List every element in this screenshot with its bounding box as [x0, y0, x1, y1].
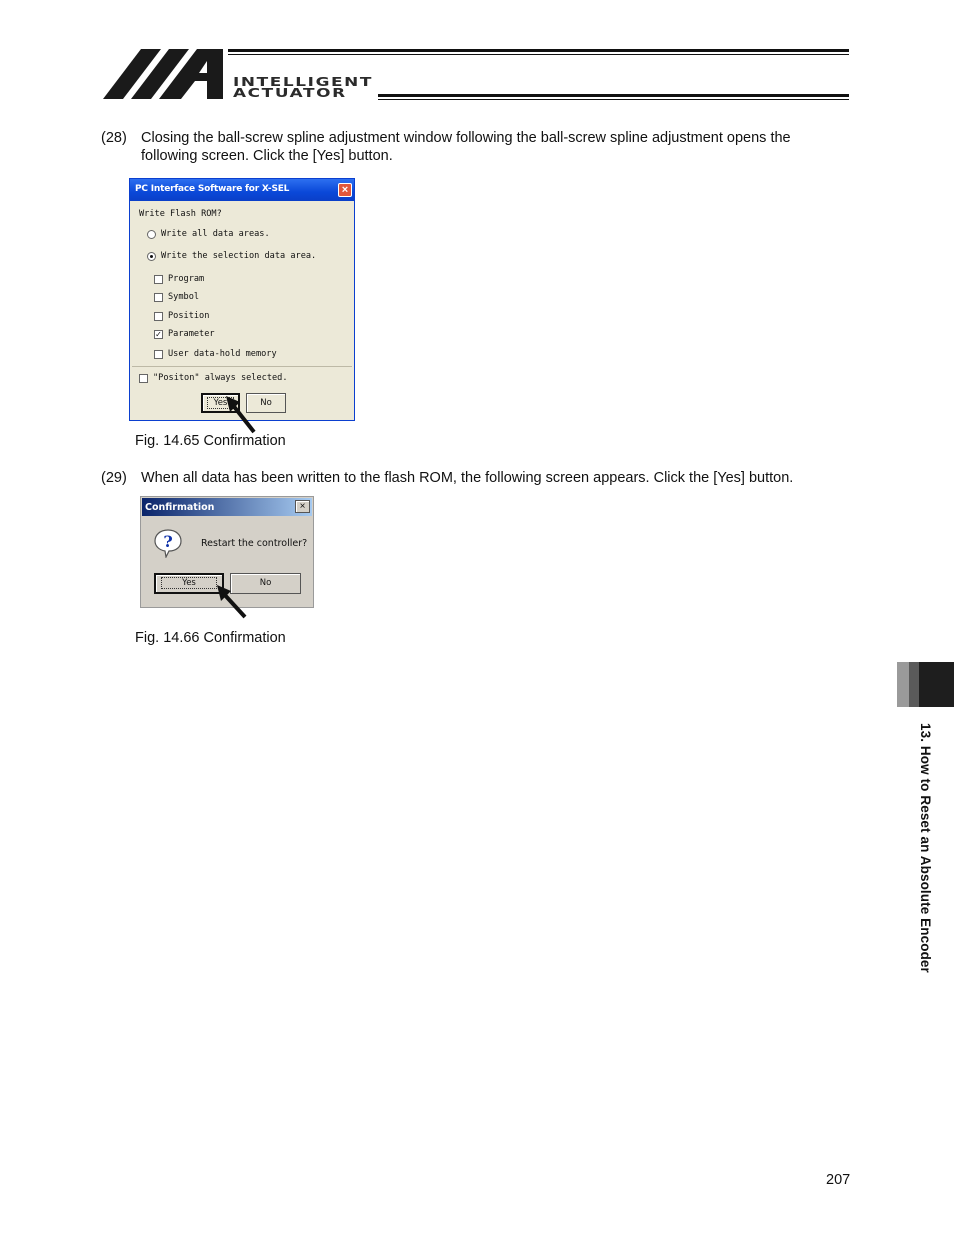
positon-always-selected-label: "Positon" always selected. [153, 373, 288, 383]
flash-rom-dialog [129, 178, 355, 421]
header-rule-top-thin [228, 54, 849, 55]
logo-line1: INTELLIGENT [233, 74, 374, 89]
radio-write-selection-label: Write the selection data area. [161, 251, 317, 261]
step-29-number: (29) [101, 470, 127, 486]
logo-wordmark [233, 76, 373, 98]
close-icon[interactable]: × [295, 500, 310, 513]
step-28-text-line2: following screen. Click the [Yes] button. [141, 148, 393, 164]
radio-write-selection[interactable] [147, 252, 156, 261]
dialog-title: Confirmation [145, 502, 215, 513]
logo-line2: ACTUATOR [233, 85, 347, 100]
no-button-label: No [259, 578, 272, 588]
step-28-text-line1: Closing the ball-screw spline adjustment window following the ball-screw spline adjustment opens the [141, 130, 791, 146]
write-flash-prompt: Write Flash ROM? [139, 209, 222, 219]
dialog-separator [132, 366, 352, 367]
chapter-tab-mid [909, 662, 919, 707]
pointer-arrow-icon [222, 394, 258, 436]
checkbox-symbol[interactable] [154, 293, 163, 302]
no-button-label: No [260, 398, 272, 408]
restart-message: Restart the controller? [201, 538, 308, 549]
ia-logo-mark [103, 49, 223, 99]
svg-text:?: ? [163, 532, 173, 551]
chapter-side-label: 13. How to Reset an Absolute Encoder [918, 723, 933, 973]
question-icon [153, 528, 183, 558]
yes-button-label: Yes [207, 397, 235, 409]
checkbox-user-data-hold[interactable] [154, 350, 163, 359]
header-rule-bottom-thin [378, 99, 849, 100]
yes-button-label: Yes [161, 577, 217, 589]
chapter-tab-light [897, 662, 909, 707]
checkbox-user-data-hold-label: User data-hold memory [168, 349, 277, 359]
header-rule-top [228, 49, 849, 52]
pointer-arrow-icon [213, 583, 249, 621]
header-rule-bottom [378, 94, 849, 97]
dialog-titlebar [142, 498, 312, 516]
figure-caption-14-65: Fig. 14.65 Confirmation [135, 433, 286, 449]
chapter-tab-dark [919, 662, 954, 707]
checkbox-position[interactable] [154, 312, 163, 321]
checkbox-parameter-label: Parameter [168, 329, 215, 339]
dialog-titlebar [130, 179, 354, 201]
radio-write-all[interactable] [147, 230, 156, 239]
dialog-title: PC Interface Software for X-SEL [135, 184, 290, 194]
checkbox-parameter[interactable]: ✓ [155, 330, 162, 339]
checkbox-position-label: Position [168, 311, 210, 321]
figure-caption-14-66: Fig. 14.66 Confirmation [135, 630, 286, 646]
checkbox-positon-always[interactable] [139, 374, 148, 383]
step-28-number: (28) [101, 130, 127, 146]
checkbox-symbol-label: Symbol [168, 292, 200, 302]
radio-write-all-label: Write all data areas. [161, 229, 270, 239]
checkbox-program[interactable] [154, 275, 163, 284]
step-29-text-line1: When all data has been written to the flash ROM, the following screen appears. Click the [Yes] button. [141, 470, 794, 486]
close-icon[interactable]: × [338, 183, 352, 197]
page-number: 207 [826, 1172, 851, 1188]
checkbox-program-label: Program [168, 274, 205, 284]
